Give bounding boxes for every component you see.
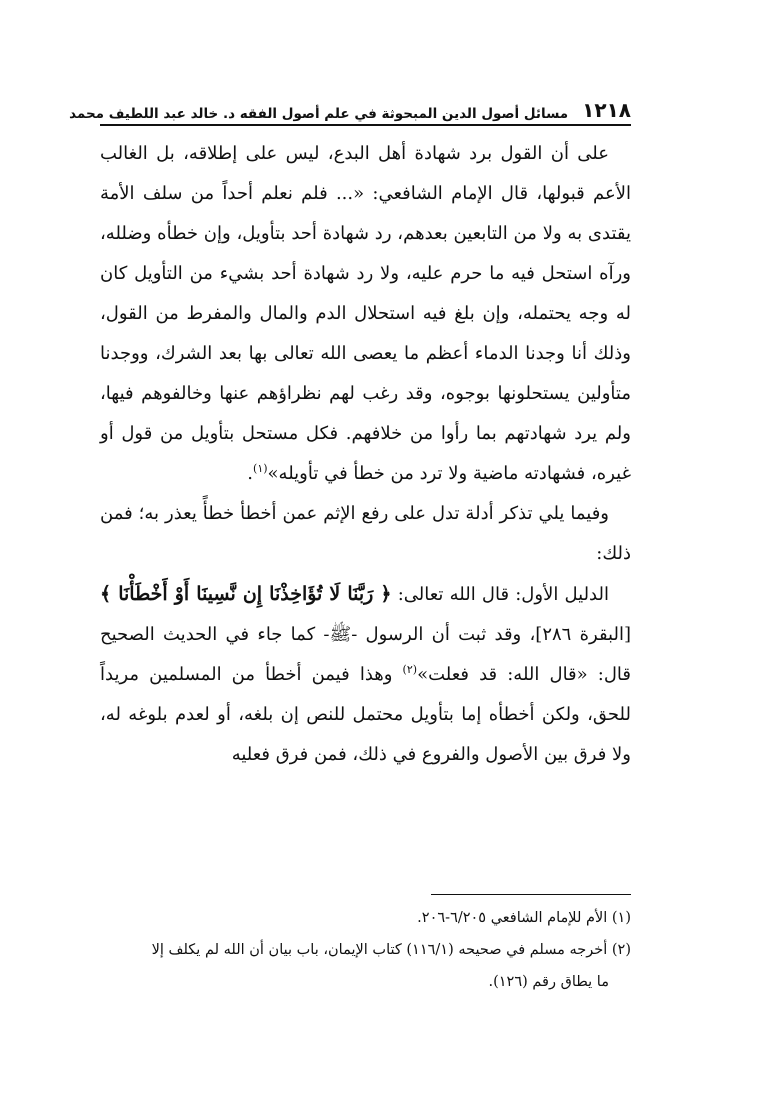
paragraph-2: وفيما يلي تذكر أدلة تدل على رفع الإثم عمن أخطأ خطأً يعذر به؛ فمن ذلك: (100, 503, 631, 564)
quran-verse: ﴿ رَبَّنَا لَا تُؤَاخِذْنَا إِن نَّسِينَا أَوْ أَخْطَأْنَا ﴾ (100, 583, 392, 605)
header-rule (100, 124, 631, 126)
footnote-ref-1: (١) (253, 462, 268, 475)
footnote-2: (٢) أخرجه مسلم في صحيحه (١١٦/١) كتاب الإيمان، باب بيان أن الله لم يكلف إلا (151, 942, 631, 958)
running-title: مسائل أصول الدين المبحوثة في علم أصول الفقه د. خالد عبد اللطيف محمد (69, 106, 569, 122)
paragraph-1 (100, 134, 631, 494)
footnote-rule (431, 894, 631, 895)
paragraph-1-text: على أن القول برد شهادة أهل البدع، ليس على إطلاقه، بل الغالب الأعم قبولها، قال الإمام الشافعي: «... فلم نعلم أحداً من سلف الأمة يقتدى به ولا من التابعين بعدهم، رد شهادة أحد بتأويل، وإن خطأه وضلله، ورآه استحل فيه ما حرم عليه، ولا رد شهادة أحد بشيء من التأويل كان له وجه يحتمله، وإن بلغ فيه استحلال الدم والمال والمفرط من القول، وذلك أنا وجدنا الدماء أعظم ما يعصى الله تعالى بها بعد الشرك، ووجدنا متأولين يستحلونها بوجوه، وقد رغب لهم نظراؤهم عنها وخالفوهم فيها، ولم يرد شهادتهم بما رأوا من خلافهم. فكل مستحل بتأويل من قول أو غيره، فشهادته ماضية ولا ترد من خطأ في تأويله» (100, 143, 631, 484)
footnote-2-continuation: ما يطاق رقم (١٢٦). (488, 974, 609, 990)
page-number: ١٢١٨ (582, 98, 631, 122)
footnote-ref-2: (٢) (402, 663, 418, 676)
page-header (69, 94, 631, 122)
footnote-1: (١) الأم للإمام الشافعي ٦/٢٠٥-٢٠٦. (417, 910, 631, 926)
main-text (100, 134, 631, 775)
paragraph-1-end: . (247, 463, 254, 484)
footnotes (100, 902, 631, 998)
paragraph-3-intro: الدليل الأول: قال الله تعالى: (391, 584, 609, 605)
paragraph-3 (100, 574, 631, 775)
paragraph-3-end: وهذا فيمن أخطأ من المسلمين مريداً للحق، ولكن أخطأه إما بتأويل محتمل للنص إن بلغه، أو لعدم بلوغه له، ولا فرق بين الأصول والفروع في ذلك، فمن فرق فعليه (100, 664, 631, 765)
paragraph-3-text: [البقرة ٢٨٦]، وقد ثبت أن الرسول -ﷺ- كما جاء في الحديث الصحيح قال: «قال الله: قد فعلت» (100, 624, 631, 685)
